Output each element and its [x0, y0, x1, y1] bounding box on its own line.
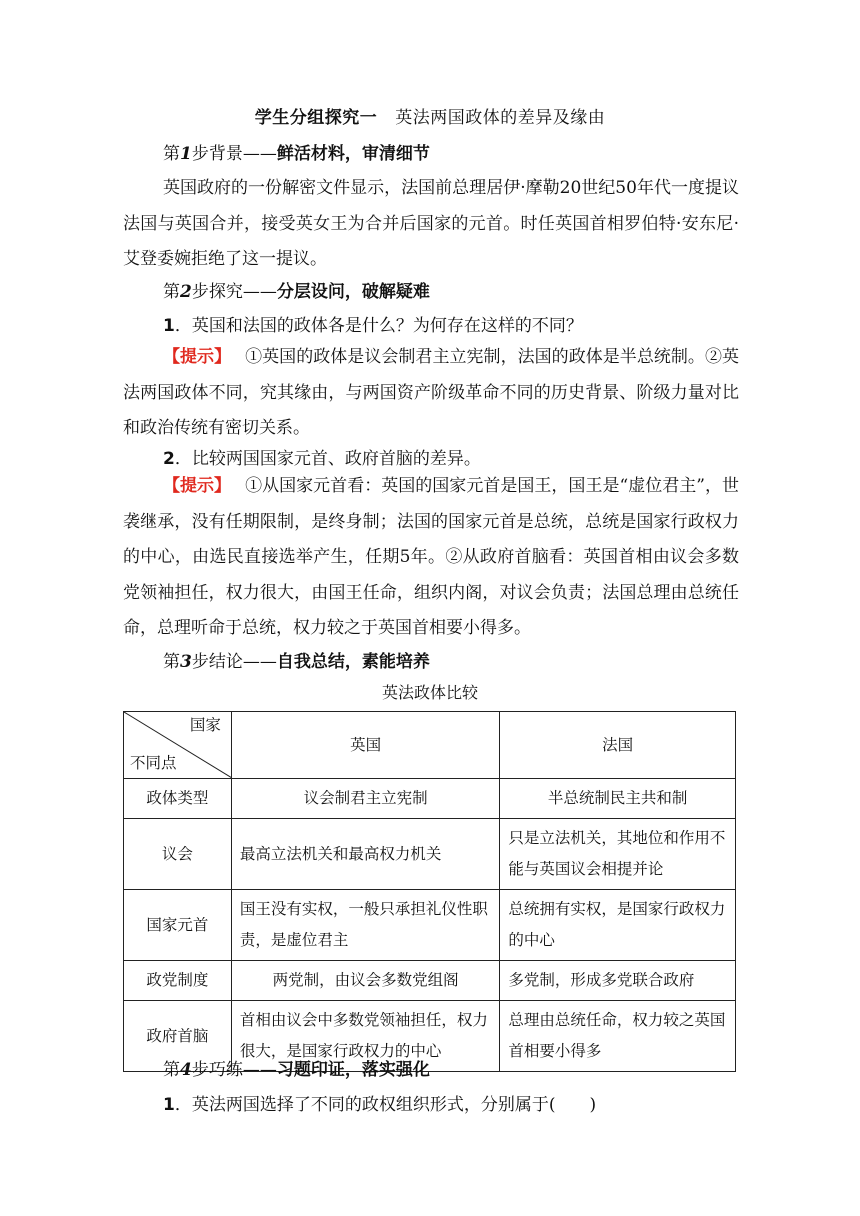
step-label: 步探究——: [191, 282, 277, 302]
table-row: [124, 819, 736, 890]
row-label: 议会: [124, 819, 232, 890]
corner-top-label: 国家: [189, 716, 221, 734]
step-number: 1: [180, 144, 192, 164]
row-label: 政府首脑: [124, 1001, 232, 1072]
row-label: 政党制度: [124, 961, 232, 1001]
step-number: 3: [180, 652, 192, 672]
table-corner-cell: [124, 712, 232, 779]
step-label: 步巧练——: [191, 1060, 277, 1080]
question-text: ．比较两国国家元首、政府首脑的差异。: [174, 449, 481, 469]
cell-uk: 两党制，由议会多数党组阁: [231, 961, 500, 1001]
cell-fr: 半总统制民主共和制: [500, 779, 736, 819]
step-emphasis: 习题印证，落实强化: [276, 1060, 430, 1080]
cell-fr: 总理由总统任命，权力较之英国首相要小得多: [500, 1001, 736, 1072]
comparison-table: [123, 711, 736, 1072]
step-emphasis: 鲜活材料，审清细节: [276, 144, 430, 164]
step-prefix: 第: [163, 652, 180, 672]
column-header-fr: 法国: [500, 712, 736, 779]
tip-label: 【提示】: [163, 476, 232, 496]
cell-uk: 国王没有实权，一般只承担礼仪性职责，是虚位君主: [231, 890, 500, 961]
step-prefix: 第: [163, 144, 180, 164]
step-emphasis: 自我总结，素能培养: [276, 652, 430, 672]
section-title: [0, 103, 860, 128]
section-title-rest: 英法两国政体的差异及缘由: [395, 108, 606, 128]
step-emphasis: 分层设问，破解疑难: [276, 282, 430, 302]
step-label: 步背景——: [191, 144, 277, 164]
step-prefix: 第: [163, 1060, 180, 1080]
section-title-bold: 学生分组探究一: [254, 108, 378, 128]
row-label: 政体类型: [124, 779, 232, 819]
background-paragraph: 英国政府的一份解密文件显示，法国前总理居伊·摩勒20世纪50年代一度提议法国与英国合并，接受英女王为合并后国家的元首。时任英国首相罗伯特·安东尼·艾登委婉拒绝了这一提议。: [123, 178, 739, 269]
answer-2: [123, 469, 739, 647]
answer-1: [123, 340, 739, 447]
step-number: 2: [180, 282, 192, 302]
tip-label: 【提示】: [163, 347, 232, 367]
table-row: [124, 961, 736, 1001]
step2-heading: [163, 277, 430, 302]
cell-uk: 议会制君主立宪制: [231, 779, 500, 819]
question-text: ．英国和法国的政体各是什么？为何存在这样的不同？: [174, 316, 583, 336]
step4-heading: [163, 1055, 430, 1080]
question-text: ．英法两国选择了不同的政权组织形式，分别属于( ): [174, 1095, 597, 1115]
cell-fr: 总统拥有实权，是国家行政权力的中心: [500, 890, 736, 961]
step-prefix: 第: [163, 282, 180, 302]
row-label: 国家元首: [124, 890, 232, 961]
table-header-row: [124, 712, 736, 779]
question-number: 1: [163, 316, 175, 336]
table-row: [124, 890, 736, 961]
question-number: 2: [163, 449, 175, 469]
step-number: 4: [180, 1060, 192, 1080]
step1-heading: [163, 139, 430, 164]
cell-uk: 最高立法机关和最高权力机关: [231, 819, 500, 890]
cell-uk: 首相由议会中多数党领袖担任，权力很大，是国家行政权力的中心: [231, 1001, 500, 1072]
table-title: 英法政体比较: [381, 683, 478, 702]
answer-text: ①英国的政体是议会制君主立宪制，法国的政体是半总统制。②英法两国政体不同，究其缘由，与两国资产阶级革命不同的历史背景、阶级力量对比和政治传统有密切关系。: [123, 347, 739, 438]
step3-heading: [163, 647, 430, 672]
step-label: 步结论——: [191, 652, 277, 672]
corner-bottom-label: 不同点: [130, 754, 177, 772]
column-header-uk: 英国: [231, 712, 500, 779]
question-number: 1: [163, 1095, 175, 1115]
answer-text: ①从国家元首看：英国的国家元首是国王，国王是“虚位君主”，世袭继承，没有任期限制，是终身制；法国的国家元首是总统，总统是国家行政权力的中心，由选民直接选举产生，任期5年。②从政府首脑看：英国首相由议会多数党领袖担任，权力很大，由国王任命，组织内阁，对议会负责；法国总理由总统任命，总理听命于总统，权力较之于英国首相要小得多。: [123, 476, 739, 638]
cell-fr: 只是立法机关，其地位和作用不能与英国议会相提并论: [500, 819, 736, 890]
question-1: [163, 311, 583, 336]
table-row: [124, 779, 736, 819]
question-2: [163, 444, 481, 469]
exercise-1: [163, 1090, 596, 1115]
cell-fr: 多党制，形成多党联合政府: [500, 961, 736, 1001]
